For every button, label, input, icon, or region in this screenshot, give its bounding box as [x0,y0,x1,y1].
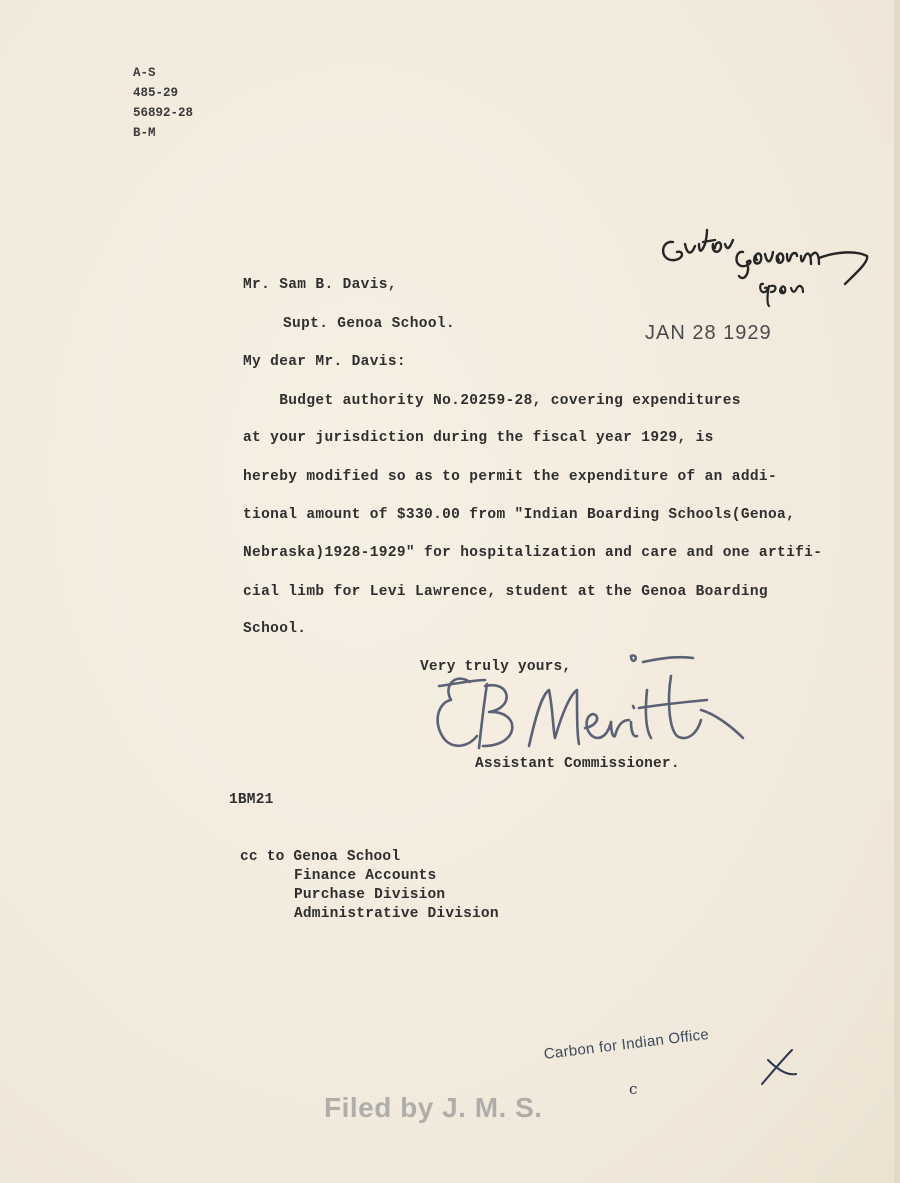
cc-line: cc to Genoa School [240,849,401,865]
salutation: My dear Mr. Davis: [243,354,406,370]
reference-code: A-S [133,66,156,80]
carbon-stamp: Carbon for Indian Office [542,1025,710,1063]
carbon-mark: c [629,1080,638,1098]
x-mark [754,1044,804,1094]
reference-code: B-M [133,126,156,140]
body-line: hereby modified so as to permit the expenditure of an addi- [243,469,778,485]
body-line: tional amount of $330.00 from "Indian Boarding Schools(Genoa, [243,507,796,523]
signature [425,637,755,760]
body-line: cial limb for Levi Lawrence, student at the Genoa Boarding [243,584,768,600]
typist-code: 1BM21 [229,792,274,808]
reference-code: 56892-28 [133,106,194,120]
addressee-name: Mr. Sam B. Davis, [243,277,397,293]
signer-title: Assistant Commissioner. [475,756,680,772]
handwritten-note [655,209,895,312]
cc-line: Purchase Division [294,887,446,903]
closing: Very truly yours, [420,659,572,675]
cc-line: Administrative Division [294,906,499,922]
addressee-title: Supt. Genoa School. [283,316,455,332]
paper-edge [894,0,900,1183]
body-line: Budget authority No.20259-28, covering expenditures [243,393,741,409]
reference-code: 485-29 [133,86,179,100]
body-line: at your jurisdiction during the fiscal year 1929, is [243,430,714,446]
signature-text: E B Meritt [425,637,522,655]
date-stamp: JAN 28 1929 [645,322,772,344]
handwritten-note-text: Genoa Govern Spon [655,209,819,227]
filed-stamp: Filed by J. M. S. [324,1092,543,1123]
body-line: School. [243,621,307,637]
body-line: Nebraska)1928-1929" for hospitalization and care and one artifi- [243,545,823,561]
cc-line: Finance Accounts [294,868,437,884]
